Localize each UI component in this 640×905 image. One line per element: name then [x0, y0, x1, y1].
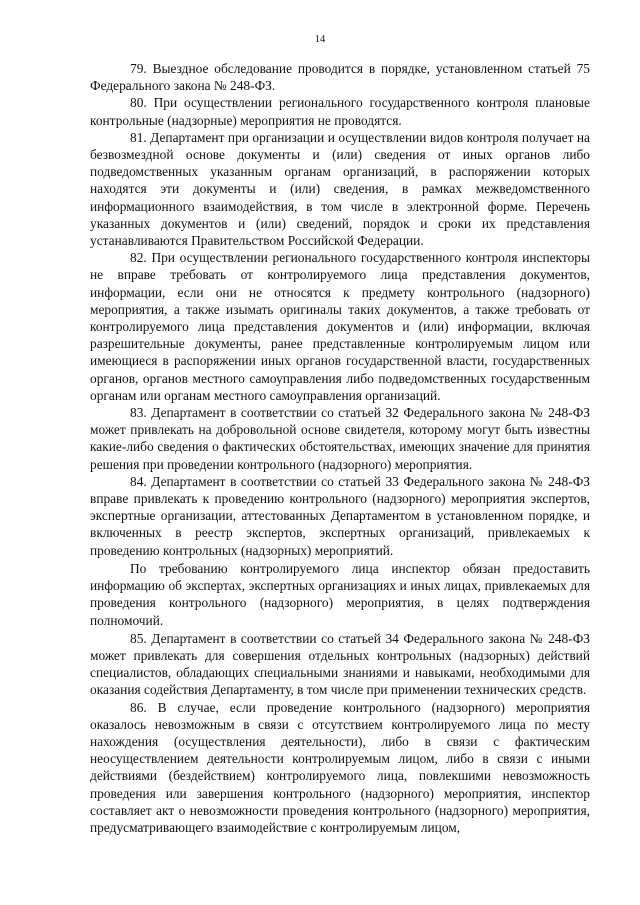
paragraph-79: 79. Выездное обследование проводится в порядке, установленном статьей 75 Федерального закона № 248-ФЗ. — [90, 61, 590, 94]
paragraph-80: 80. При осуществлении регионального государственного контроля плановые контрольные (надзорные) мероприятия не проводятся. — [90, 95, 590, 128]
document-body — [90, 60, 590, 836]
paragraph-84-continuation: По требованию контролируемого лица инспектор обязан предоставить информацию об экспертах, экспертных организациях и иных лицах, привлекаемых для проведения контрольного (надзорного) мероприятия, в целях подтверждения полномочий. — [90, 560, 590, 628]
page-number: 14 — [314, 34, 326, 45]
paragraph-83: 83. Департамент в соответствии со статьей 32 Федерального закона № 248-ФЗ может привлекать на добровольной основе свидетеля, которому могут быть известны какие-либо сведения о фактических обстоятельствах, имеющих значение для принятия решения при проведении контрольного (надзорного) мероприятия. — [90, 405, 590, 472]
paragraph-84: 84. Департамент в соответствии со статьей 33 Федерального закона № 248-ФЗ вправе привлекать к проведению контрольного (надзорного) мероприятия экспертов, экспертные организации, аттестованных Департаментом в установленном порядке, и включенных в реестр экспертов, экспертных организаций, привлекаемых к проведению контрольных (надзорных) мероприятий. — [90, 473, 590, 558]
paragraph-85: 85. Департамент в соответствии со статьей 34 Федерального закона № 248-ФЗ может привлекать для совершения отдельных контрольных (надзорных) действий специалистов, обладающих специальными знаниями и навыками, необходимыми для оказания содействия Департаменту, в том числе при применении технических средств. — [90, 630, 590, 698]
paragraph-81: 81. Департамент при организации и осуществлении видов контроля получает на безвозмездной основе документы и (или) сведения от иных органов либо подведомственных указанным органам организаций, в распоряжении которых находятся эти документы и (или) сведения, в рамках межведомственного информационного взаимодействия, в том числе в электронной форме. Перечень указанных документов и (или) сведений, порядок и сроки их представления устанавливаются Правительством Российской Федерации. — [90, 129, 590, 249]
paragraph-82: 82. При осуществлении регионального государственного контроля инспекторы не вправе требовать от контролируемого лица представления документов, информации, если они не относятся к предмету контрольного (надзорного) мероприятия, а также изымать оригиналы таких документов, а также требовать от контролируемого лица представления документов и (или) информации, включая разрешительные документы, ранее представленные контролируемым лицом или имеющиеся в распоряжении иных органов государственной власти, государственных органов, органов местного самоуправления либо подведомственных государственным органам или органам местного самоуправления организаций. — [90, 250, 590, 403]
paragraph-86: 86. В случае, если проведение контрольного (надзорного) мероприятия оказалось невозможным в связи с отсутствием контролируемого лица по месту нахождения (осуществления деятельности), либо в связи с фактическим неосуществлением деятельности контролируемым лицом, либо в связи с иными действиями (бездействием) контролируемого лица, повлекшими невозможность проведения или завершения контрольного (надзорного) мероприятия, инспектор составляет акт о невозможности проведения контрольного (надзорного) мероприятия, предусматривающего взаимодействие с контролируемым лицом, — [90, 699, 590, 835]
